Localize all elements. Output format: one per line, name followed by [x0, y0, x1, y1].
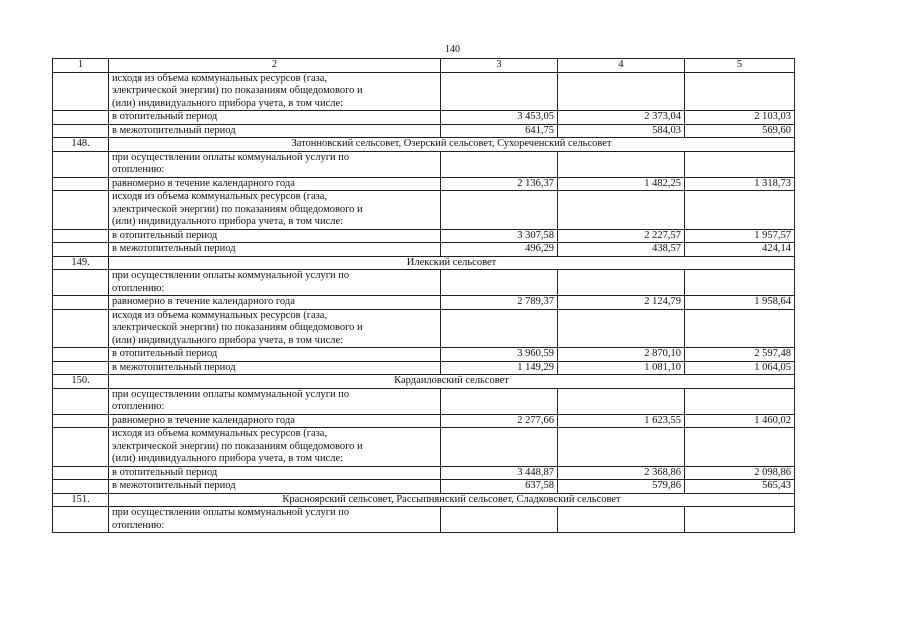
description-line: исходя из объема коммунальных ресурсов (газа, — [112, 309, 328, 321]
value-col-4: 1 623,55 — [558, 414, 685, 428]
municipality-name: Красноярский сельсовет, Рассыпнянский сельсовет, Сладковский сельсовет — [109, 493, 795, 507]
value-col-4: 438,57 — [558, 243, 685, 257]
value-col-3: 3 448,87 — [441, 466, 558, 480]
table-row — [53, 414, 795, 428]
description-line: электрической энергии) по показаниям общедомового и — [112, 440, 363, 452]
value-col-5: 1 064,05 — [685, 361, 795, 375]
row-number: 148. — [53, 138, 109, 152]
value-col-5: 2 098,86 — [685, 466, 795, 480]
value-empty — [558, 191, 685, 230]
municipality-name: Илекский сельсовет — [109, 256, 795, 270]
value-col-5: 565,43 — [685, 480, 795, 494]
table-row — [53, 466, 795, 480]
row-number-empty — [53, 507, 109, 533]
value-col-4: 2 373,04 — [558, 111, 685, 125]
column-header: 3 — [441, 59, 558, 73]
table-body — [53, 72, 795, 533]
value-empty — [441, 151, 558, 177]
value-col-3: 637,58 — [441, 480, 558, 494]
description-line: отоплению: — [112, 164, 165, 175]
row-label: в отопительный период — [109, 348, 441, 362]
description-line: электрической энергии) по показаниям общедомового и — [112, 322, 363, 333]
description-line: исходя из объема коммунальных ресурсов (газа, — [112, 72, 328, 84]
column-header: 2 — [109, 59, 441, 73]
description-cell — [109, 151, 441, 177]
value-empty — [441, 72, 558, 111]
value-col-5: 569,60 — [685, 124, 795, 138]
description-line: (или) индивидуального прибора учета, в том числе: — [112, 453, 344, 464]
description-cell — [109, 388, 441, 414]
value-empty — [685, 270, 795, 296]
description-row — [53, 309, 795, 348]
value-empty — [558, 72, 685, 111]
row-number-empty — [53, 480, 109, 494]
value-empty — [441, 507, 558, 533]
description-row — [53, 151, 795, 177]
description-line: электрической энергии) по показаниям общедомового и — [112, 85, 363, 96]
value-col-5: 2 597,48 — [685, 348, 795, 362]
row-number-empty — [53, 296, 109, 310]
description-row — [53, 72, 795, 111]
value-empty — [441, 191, 558, 230]
table-row — [53, 177, 795, 191]
value-col-4: 2 124,79 — [558, 296, 685, 310]
description-row — [53, 428, 795, 467]
description-cell — [109, 507, 441, 533]
row-number-empty — [53, 124, 109, 138]
row-number: 149. — [53, 256, 109, 270]
description-line: при осуществлении оплаты коммунальной услуги по — [112, 151, 350, 163]
value-empty — [558, 309, 685, 348]
description-cell — [109, 428, 441, 467]
group-row — [53, 493, 795, 507]
value-col-4: 2 368,86 — [558, 466, 685, 480]
value-col-3: 3 960,59 — [441, 348, 558, 362]
row-label: равномерно в течение календарного года — [109, 414, 441, 428]
row-number-empty — [53, 72, 109, 111]
value-empty — [441, 270, 558, 296]
value-col-4: 1 482,25 — [558, 177, 685, 191]
table-row — [53, 229, 795, 243]
table-row — [53, 124, 795, 138]
description-line: исходя из объема коммунальных ресурсов (газа, — [112, 428, 328, 439]
group-row — [53, 256, 795, 270]
row-number: 150. — [53, 375, 109, 389]
value-col-4: 579,86 — [558, 480, 685, 494]
municipality-name: Кардаиловский сельсовет — [109, 375, 795, 389]
description-row — [53, 388, 795, 414]
row-number-empty — [53, 348, 109, 362]
value-empty — [685, 309, 795, 348]
value-col-5: 424,14 — [685, 243, 795, 257]
header-row — [53, 59, 795, 73]
row-number-empty — [53, 309, 109, 348]
description-row — [53, 270, 795, 296]
value-empty — [685, 151, 795, 177]
row-label: в межотопительный период — [109, 243, 441, 257]
column-header: 1 — [53, 59, 109, 73]
value-col-3: 1 149,29 — [441, 361, 558, 375]
row-label: равномерно в течение календарного года — [109, 296, 441, 310]
value-empty — [558, 507, 685, 533]
row-number-empty — [53, 111, 109, 125]
value-col-4: 2 227,57 — [558, 229, 685, 243]
value-col-3: 2 277,66 — [441, 414, 558, 428]
row-number-empty — [53, 466, 109, 480]
description-line: (или) индивидуального прибора учета, в том числе: — [112, 97, 344, 109]
row-label: равномерно в течение календарного года — [109, 177, 441, 191]
description-line: при осуществлении оплаты коммунальной услуги по — [112, 388, 350, 400]
row-number-empty — [53, 414, 109, 428]
value-col-3: 3 453,05 — [441, 111, 558, 125]
group-row — [53, 375, 795, 389]
row-label: в отопительный период — [109, 111, 441, 125]
row-label: в отопительный период — [109, 466, 441, 480]
row-number: 151. — [53, 493, 109, 507]
column-header: 4 — [558, 59, 685, 73]
row-number-empty — [53, 388, 109, 414]
row-label: в межотопительный период — [109, 124, 441, 138]
value-empty — [441, 388, 558, 414]
value-col-3: 3 307,58 — [441, 229, 558, 243]
value-empty — [685, 72, 795, 111]
description-line: при осуществлении оплаты коммунальной услуги по — [112, 270, 350, 281]
table-row — [53, 111, 795, 125]
description-line: исходя из объема коммунальных ресурсов (газа, — [112, 191, 328, 202]
description-line: отоплению: — [112, 282, 165, 294]
row-label: в отопительный период — [109, 229, 441, 243]
row-number-empty — [53, 361, 109, 375]
value-empty — [685, 388, 795, 414]
value-empty — [558, 151, 685, 177]
value-empty — [685, 428, 795, 467]
tariff-table — [52, 58, 795, 533]
value-empty — [685, 507, 795, 533]
description-line: электрической энергии) по показаниям общедомового и — [112, 203, 363, 215]
description-cell — [109, 270, 441, 296]
value-col-5: 1 460,02 — [685, 414, 795, 428]
row-number-empty — [53, 191, 109, 230]
row-label: в межотопительный период — [109, 480, 441, 494]
row-number-empty — [53, 151, 109, 177]
value-col-3: 2 789,37 — [441, 296, 558, 310]
description-cell — [109, 191, 441, 230]
value-col-4: 1 081,10 — [558, 361, 685, 375]
row-number-empty — [53, 177, 109, 191]
description-cell — [109, 309, 441, 348]
page-number: 140 — [445, 44, 460, 55]
description-cell — [109, 72, 441, 111]
value-col-3: 641,75 — [441, 124, 558, 138]
value-col-4: 2 870,10 — [558, 348, 685, 362]
row-number-empty — [53, 243, 109, 257]
description-line: (или) индивидуального прибора учета, в том числе: — [112, 216, 344, 227]
group-row — [53, 138, 795, 152]
value-col-3: 2 136,37 — [441, 177, 558, 191]
row-number-empty — [53, 229, 109, 243]
table-row — [53, 243, 795, 257]
table-row — [53, 480, 795, 494]
description-line: (или) индивидуального прибора учета, в том числе: — [112, 334, 344, 346]
value-empty — [558, 388, 685, 414]
value-empty — [558, 270, 685, 296]
value-empty — [441, 428, 558, 467]
row-label: в межотопительный период — [109, 361, 441, 375]
description-line: при осуществлении оплаты коммунальной услуги по — [112, 507, 350, 518]
row-number-empty — [53, 428, 109, 467]
row-number-empty — [53, 270, 109, 296]
value-col-3: 496,29 — [441, 243, 558, 257]
value-empty — [441, 309, 558, 348]
municipality-name: Затонновский сельсовет, Озерский сельсовет, Сухореченский сельсовет — [109, 138, 795, 152]
value-col-5: 2 103,03 — [685, 111, 795, 125]
value-col-5: 1 957,57 — [685, 229, 795, 243]
value-col-5: 1 318,73 — [685, 177, 795, 191]
value-col-5: 1 958,64 — [685, 296, 795, 310]
description-line: отоплению: — [112, 401, 165, 412]
value-empty — [685, 191, 795, 230]
table-row — [53, 348, 795, 362]
description-line: отоплению: — [112, 519, 165, 531]
table-row — [53, 296, 795, 310]
column-header: 5 — [685, 59, 795, 73]
value-empty — [558, 428, 685, 467]
description-row — [53, 191, 795, 230]
description-row — [53, 507, 795, 533]
table-row — [53, 361, 795, 375]
value-col-4: 584,03 — [558, 124, 685, 138]
